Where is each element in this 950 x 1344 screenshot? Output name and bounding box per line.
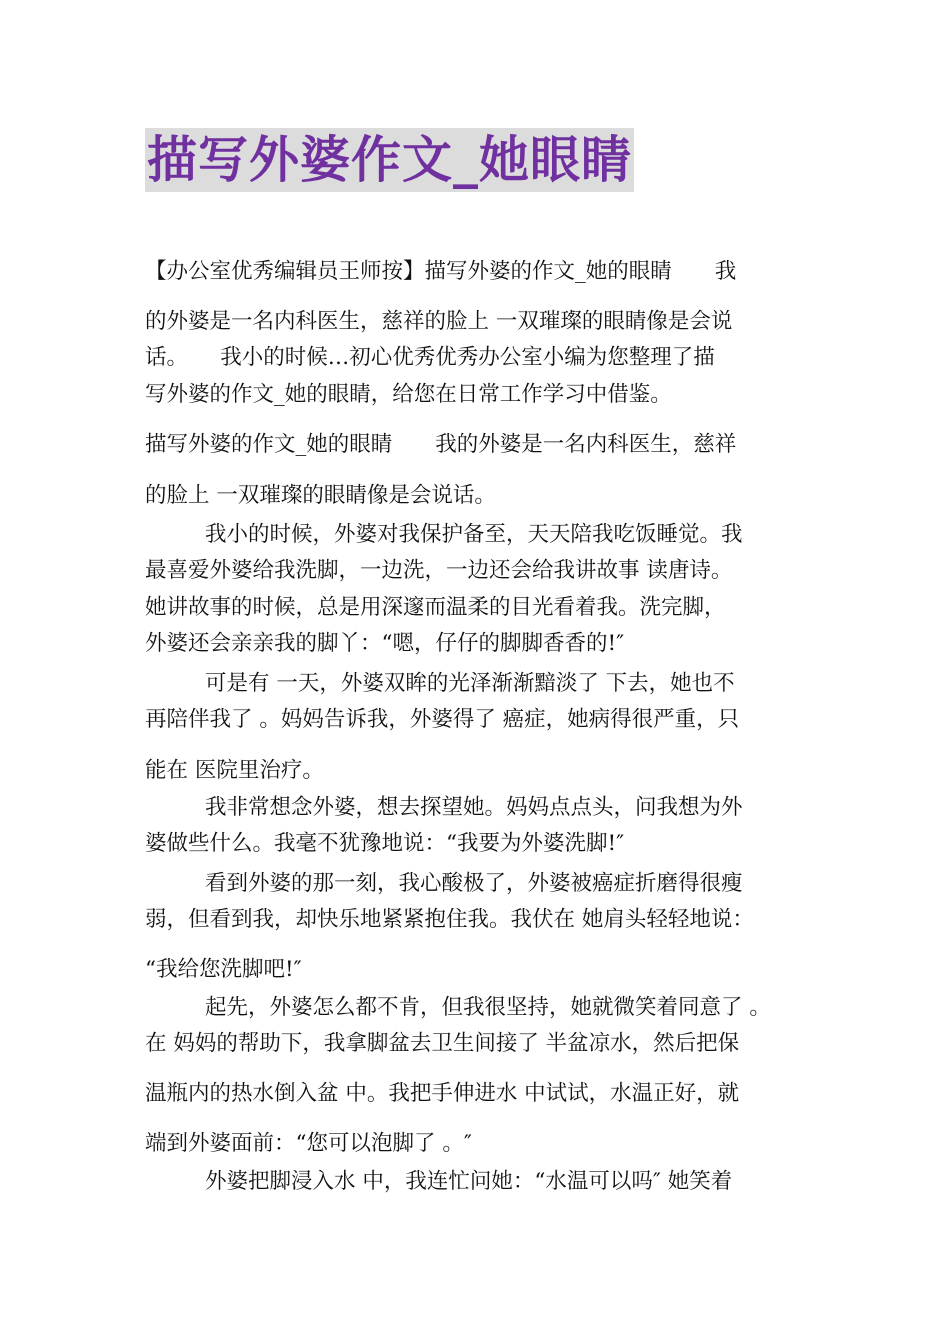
text-line: 温瓶内的热水倒入盆 中。我把手伸进水 中试试，水温正好，就 (145, 1081, 740, 1106)
text-line: 看到外婆的那一刻，我心酸极了，外婆被癌症折磨得很瘦 (205, 871, 743, 896)
text-line: 外婆把脚浸入水 中，我连忙问她：“水温可以吗″ 她笑着 (205, 1169, 733, 1194)
text-line: 能在 医院里治疗。 (145, 758, 324, 783)
text-line: 再陪伴我了 。妈妈告诉我，外婆得了 癌症，她病得很严重，只 (145, 707, 740, 732)
text-line: 弱，但看到我，却快乐地紧紧抱住我。我伏在 她肩头轻轻地说： (145, 907, 754, 932)
text-line: 的脸上 一双璀璨的眼睛像是会说话。 (145, 483, 496, 508)
text-line: 我非常想念外婆，想去探望她。妈妈点点头，问我想为外 (205, 795, 743, 820)
text-line: 最喜爱外婆给我洗脚，一边洗，一边还会给我讲故事 读唐诗。 (145, 558, 733, 583)
text-line: 【办公室优秀编辑员王师按】描写外婆的作文_她的眼睛 我 (145, 259, 737, 284)
text-line: 可是有 一天，外婆双眸的光泽渐渐黯淡了 下去，她也不 (205, 671, 735, 696)
text-line: 端到外婆面前：“您可以泡脚了 。″ (145, 1131, 472, 1156)
text-line: 起先，外婆怎么都不肯，但我很坚持，她就微笑着同意了 。 (205, 995, 771, 1020)
text-line: 描写外婆的作文_她的眼睛 我的外婆是一名内科医生，慈祥 (145, 432, 737, 457)
text-line: 在 妈妈的帮助下，我拿脚盆去卫生间接了 半盆凉水，然后把保 (145, 1031, 740, 1056)
text-line: 婆做些什么。我毫不犹豫地说：“我要为外婆洗脚!″ (145, 831, 625, 856)
text-line: 我小的时候，外婆对我保护备至，天天陪我吃饭睡觉。我 (205, 522, 743, 547)
text-line: 写外婆的作文_她的眼睛，给您在日常工作学习中借鉴。 (145, 382, 672, 407)
text-line: 的外婆是一名内科医生，慈祥的脸上 一双璀璨的眼睛像是会说 (145, 309, 733, 334)
text-line: 外婆还会亲亲我的脚丫：“嗯，仔仔的脚脚香香的!″ (145, 631, 625, 656)
text-line: “我给您洗脚吧!″ (145, 957, 302, 982)
text-line: 她讲故事的时候，总是用深邃而温柔的目光看着我。洗完脚， (145, 595, 726, 620)
title-highlight (145, 128, 634, 192)
text-line: 话。 我小的时候…初心优秀优秀办公室小编为您整理了描 (145, 345, 715, 370)
page-title: 描写外婆作文_她眼睛 (147, 131, 632, 189)
